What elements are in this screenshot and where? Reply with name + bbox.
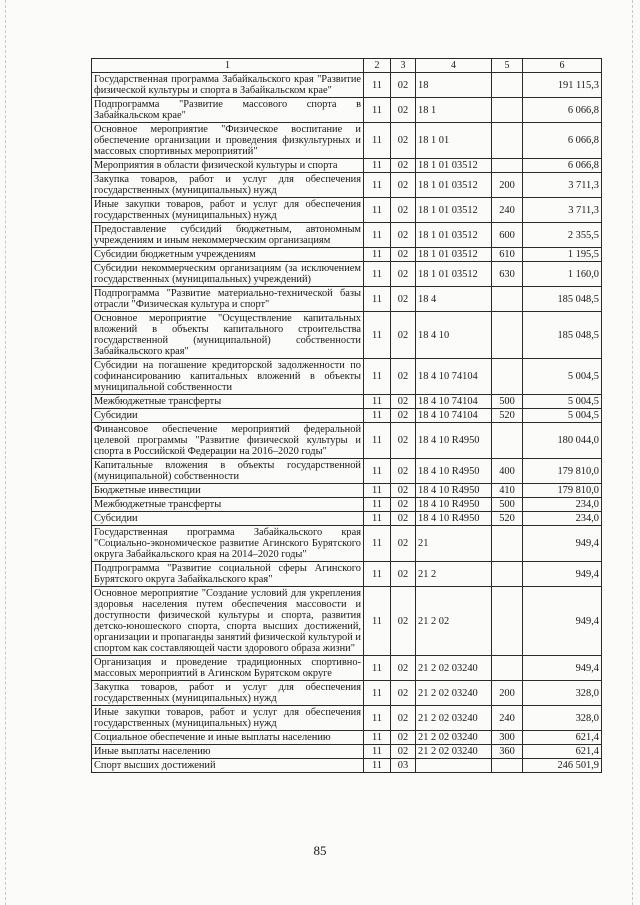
subsection-code-cell: 02 — [391, 359, 416, 395]
subsection-code-cell: 02 — [391, 706, 416, 731]
target-article-cell: 18 1 01 — [416, 123, 492, 159]
subsection-code-cell: 02 — [391, 656, 416, 681]
item-name-cell: Предоставление субсидий бюджетным, автономным учреждениям и иным некоммерческим организациям — [92, 223, 364, 248]
item-name-cell: Иные закупки товаров, работ и услуг для обеспечения государственных (муниципальных) нужд — [92, 198, 364, 223]
subsection-code-cell: 02 — [391, 312, 416, 359]
table-row — [92, 223, 602, 248]
table-row — [92, 562, 602, 587]
expense-type-cell: 600 — [492, 223, 523, 248]
amount-cell: 234,0 — [523, 498, 602, 512]
table-row — [92, 459, 602, 484]
section-code-cell: 11 — [364, 173, 391, 198]
section-code-cell: 11 — [364, 681, 391, 706]
expense-type-cell: 630 — [492, 262, 523, 287]
item-name-cell: Субсидии — [92, 512, 364, 526]
section-code-cell: 11 — [364, 731, 391, 745]
expense-type-cell: 240 — [492, 706, 523, 731]
target-article-cell: 18 4 10 R4950 — [416, 423, 492, 459]
subsection-code-cell: 02 — [391, 745, 416, 759]
amount-cell: 949,4 — [523, 656, 602, 681]
target-article-cell: 18 1 01 03512 — [416, 223, 492, 248]
table-row — [92, 759, 602, 773]
item-name-cell: Организация и проведение традиционных спортивно-массовых мероприятий в Агинском Бурятском округе — [92, 656, 364, 681]
expense-type-cell: 520 — [492, 512, 523, 526]
item-name-cell: Основное мероприятие "Создание условий для укрепления здоровья населения путем обеспечения массовости и доступности физической культуры и спорта, развития детско-юношеского спорта, спорта высших достижений, организации и пропаганды занятий физической культурой и спортом как составляющей части здорового образа жизни" — [92, 587, 364, 656]
column-number: 1 — [92, 59, 364, 73]
expense-type-cell — [492, 359, 523, 395]
table-row — [92, 287, 602, 312]
target-article-cell: 18 1 — [416, 98, 492, 123]
column-number: 3 — [391, 59, 416, 73]
item-name-cell: Основное мероприятие "Осуществление капитальных вложений в объекты капитального строительства государственной (муниципальной) собственности Забайкальского края" — [92, 312, 364, 359]
item-name-cell: Подпрограмма "Развитие массового спорта в Забайкальском крае" — [92, 98, 364, 123]
budget-table — [91, 58, 602, 773]
amount-cell: 1 195,5 — [523, 248, 602, 262]
subsection-code-cell: 02 — [391, 562, 416, 587]
budget-table-body — [92, 59, 602, 773]
target-article-cell: 18 1 01 03512 — [416, 248, 492, 262]
table-row — [92, 262, 602, 287]
table-row — [92, 731, 602, 745]
expense-type-cell — [492, 562, 523, 587]
column-number: 2 — [364, 59, 391, 73]
amount-cell: 185 048,5 — [523, 312, 602, 359]
subsection-code-cell: 02 — [391, 159, 416, 173]
amount-cell: 2 355,5 — [523, 223, 602, 248]
section-code-cell: 11 — [364, 123, 391, 159]
amount-cell: 5 004,5 — [523, 395, 602, 409]
amount-cell: 6 066,8 — [523, 159, 602, 173]
expense-type-cell — [492, 159, 523, 173]
target-article-cell: 18 1 01 03512 — [416, 173, 492, 198]
table-row — [92, 359, 602, 395]
section-code-cell: 11 — [364, 159, 391, 173]
target-article-cell: 21 2 02 03240 — [416, 731, 492, 745]
amount-cell: 234,0 — [523, 512, 602, 526]
target-article-cell: 18 4 10 R4950 — [416, 512, 492, 526]
section-code-cell: 11 — [364, 706, 391, 731]
expense-type-cell — [492, 759, 523, 773]
item-name-cell: Межбюджетные трансферты — [92, 395, 364, 409]
subsection-code-cell: 02 — [391, 248, 416, 262]
subsection-code-cell: 02 — [391, 198, 416, 223]
amount-cell: 191 115,3 — [523, 73, 602, 98]
target-article-cell: 18 1 01 03512 — [416, 198, 492, 223]
subsection-code-cell: 02 — [391, 223, 416, 248]
target-article-cell: 21 2 02 — [416, 587, 492, 656]
table-row — [92, 73, 602, 98]
expense-type-cell: 610 — [492, 248, 523, 262]
subsection-code-cell: 02 — [391, 731, 416, 745]
amount-cell: 179 810,0 — [523, 484, 602, 498]
target-article-cell: 21 2 — [416, 562, 492, 587]
section-code-cell: 11 — [364, 287, 391, 312]
item-name-cell: Социальное обеспечение и иные выплаты населению — [92, 731, 364, 745]
section-code-cell: 11 — [364, 98, 391, 123]
scan-edge-right — [632, 0, 634, 905]
table-row — [92, 681, 602, 706]
section-code-cell: 11 — [364, 459, 391, 484]
expense-type-cell: 240 — [492, 198, 523, 223]
item-name-cell: Межбюджетные трансферты — [92, 498, 364, 512]
target-article-cell: 18 4 — [416, 287, 492, 312]
section-code-cell: 11 — [364, 587, 391, 656]
amount-cell: 179 810,0 — [523, 459, 602, 484]
subsection-code-cell: 02 — [391, 498, 416, 512]
amount-cell: 180 044,0 — [523, 423, 602, 459]
item-name-cell: Бюджетные инвестиции — [92, 484, 364, 498]
item-name-cell: Основное мероприятие "Физическое воспитание и обеспечение организации и проведения физкультурных и массовых спортивных мероприятий" — [92, 123, 364, 159]
subsection-code-cell: 02 — [391, 395, 416, 409]
section-code-cell: 11 — [364, 656, 391, 681]
item-name-cell: Государственная программа Забайкальского края "Социально-экономическое развитие Агинского Бурятского округа Забайкальского края на 2014–2020 годы" — [92, 526, 364, 562]
section-code-cell: 11 — [364, 759, 391, 773]
column-number-row — [92, 59, 602, 73]
table-row — [92, 395, 602, 409]
item-name-cell: Финансовое обеспечение мероприятий федеральной целевой программы "Развитие физической культуры и спорта в Российской Федерации на 2016–2020 годы" — [92, 423, 364, 459]
subsection-code-cell: 02 — [391, 526, 416, 562]
section-code-cell: 11 — [364, 248, 391, 262]
expense-type-cell: 520 — [492, 409, 523, 423]
subsection-code-cell: 03 — [391, 759, 416, 773]
amount-cell: 5 004,5 — [523, 409, 602, 423]
expense-type-cell — [492, 526, 523, 562]
item-name-cell: Закупка товаров, работ и услуг для обеспечения государственных (муниципальных) нужд — [92, 173, 364, 198]
table-row — [92, 706, 602, 731]
amount-cell: 1 160,0 — [523, 262, 602, 287]
section-code-cell: 11 — [364, 262, 391, 287]
table-row — [92, 512, 602, 526]
subsection-code-cell: 02 — [391, 123, 416, 159]
section-code-cell: 11 — [364, 562, 391, 587]
table-row — [92, 587, 602, 656]
amount-cell: 185 048,5 — [523, 287, 602, 312]
expense-type-cell: 400 — [492, 459, 523, 484]
target-article-cell: 18 4 10 R4950 — [416, 498, 492, 512]
table-row — [92, 312, 602, 359]
amount-cell: 949,4 — [523, 526, 602, 562]
subsection-code-cell: 02 — [391, 262, 416, 287]
target-article-cell: 18 1 01 03512 — [416, 262, 492, 287]
table-row — [92, 484, 602, 498]
section-code-cell: 11 — [364, 423, 391, 459]
table-row — [92, 123, 602, 159]
amount-cell: 949,4 — [523, 562, 602, 587]
expense-type-cell — [492, 123, 523, 159]
amount-cell: 328,0 — [523, 681, 602, 706]
item-name-cell: Закупка товаров, работ и услуг для обеспечения государственных (муниципальных) нужд — [92, 681, 364, 706]
expense-type-cell — [492, 423, 523, 459]
subsection-code-cell: 02 — [391, 459, 416, 484]
amount-cell: 621,4 — [523, 745, 602, 759]
target-article-cell: 18 4 10 74104 — [416, 359, 492, 395]
expense-type-cell — [492, 73, 523, 98]
target-article-cell: 21 2 02 03240 — [416, 745, 492, 759]
section-code-cell: 11 — [364, 512, 391, 526]
section-code-cell: 11 — [364, 745, 391, 759]
section-code-cell: 11 — [364, 498, 391, 512]
target-article-cell — [416, 759, 492, 773]
table-row — [92, 98, 602, 123]
item-name-cell: Государственная программа Забайкальского края "Развитие физической культуры и спорта в Забайкальском крае" — [92, 73, 364, 98]
subsection-code-cell: 02 — [391, 587, 416, 656]
target-article-cell: 21 — [416, 526, 492, 562]
expense-type-cell: 500 — [492, 498, 523, 512]
subsection-code-cell: 02 — [391, 173, 416, 198]
expense-type-cell — [492, 587, 523, 656]
expense-type-cell: 410 — [492, 484, 523, 498]
item-name-cell: Иные выплаты населению — [92, 745, 364, 759]
expense-type-cell — [492, 98, 523, 123]
target-article-cell: 18 4 10 R4950 — [416, 484, 492, 498]
section-code-cell: 11 — [364, 526, 391, 562]
column-number: 4 — [416, 59, 492, 73]
table-row — [92, 745, 602, 759]
table-row — [92, 248, 602, 262]
section-code-cell: 11 — [364, 198, 391, 223]
target-article-cell: 18 4 10 — [416, 312, 492, 359]
subsection-code-cell: 02 — [391, 287, 416, 312]
target-article-cell: 18 — [416, 73, 492, 98]
expense-type-cell: 500 — [492, 395, 523, 409]
amount-cell: 5 004,5 — [523, 359, 602, 395]
item-name-cell: Мероприятия в области физической культуры и спорта — [92, 159, 364, 173]
table-row — [92, 409, 602, 423]
table-row — [92, 423, 602, 459]
table-row — [92, 526, 602, 562]
amount-cell: 949,4 — [523, 587, 602, 656]
subsection-code-cell: 02 — [391, 98, 416, 123]
subsection-code-cell: 02 — [391, 423, 416, 459]
expense-type-cell — [492, 312, 523, 359]
subsection-code-cell: 02 — [391, 512, 416, 526]
item-name-cell: Иные закупки товаров, работ и услуг для обеспечения государственных (муниципальных) нужд — [92, 706, 364, 731]
item-name-cell: Подпрограмма "Развитие социальной сферы Агинского Бурятского округа Забайкальского края" — [92, 562, 364, 587]
amount-cell: 3 711,3 — [523, 173, 602, 198]
expense-type-cell: 200 — [492, 173, 523, 198]
scan-edge-left — [5, 0, 7, 905]
item-name-cell: Субсидии некоммерческим организациям (за исключением государственных (муниципальных) учреждений) — [92, 262, 364, 287]
item-name-cell: Субсидии бюджетным учреждениям — [92, 248, 364, 262]
expense-type-cell: 200 — [492, 681, 523, 706]
target-article-cell: 18 4 10 R4950 — [416, 459, 492, 484]
expense-type-cell — [492, 656, 523, 681]
section-code-cell: 11 — [364, 73, 391, 98]
table-row — [92, 198, 602, 223]
section-code-cell: 11 — [364, 223, 391, 248]
expense-type-cell: 360 — [492, 745, 523, 759]
target-article-cell: 18 4 10 74104 — [416, 409, 492, 423]
subsection-code-cell: 02 — [391, 484, 416, 498]
amount-cell: 3 711,3 — [523, 198, 602, 223]
column-number: 5 — [492, 59, 523, 73]
section-code-cell: 11 — [364, 312, 391, 359]
page-number: 85 — [313, 843, 327, 858]
item-name-cell: Капитальные вложения в объекты государственной (муниципальной) собственности — [92, 459, 364, 484]
subsection-code-cell: 02 — [391, 681, 416, 706]
section-code-cell: 11 — [364, 409, 391, 423]
expense-type-cell — [492, 287, 523, 312]
item-name-cell: Подпрограмма "Развитие материально-технической базы отрасли "Физическая культура и спорт" — [92, 287, 364, 312]
table-row — [92, 173, 602, 198]
section-code-cell: 11 — [364, 359, 391, 395]
amount-cell: 621,4 — [523, 731, 602, 745]
item-name-cell: Субсидии на погашение кредиторской задолженности по софинансированию капитальных вложений в объекты муниципальной собственности — [92, 359, 364, 395]
target-article-cell: 21 2 02 03240 — [416, 656, 492, 681]
subsection-code-cell: 02 — [391, 73, 416, 98]
item-name-cell: Субсидии — [92, 409, 364, 423]
subsection-code-cell: 02 — [391, 409, 416, 423]
amount-cell: 6 066,8 — [523, 98, 602, 123]
target-article-cell: 21 2 02 03240 — [416, 681, 492, 706]
table-row — [92, 656, 602, 681]
section-code-cell: 11 — [364, 395, 391, 409]
target-article-cell: 21 2 02 03240 — [416, 706, 492, 731]
table-row — [92, 159, 602, 173]
item-name-cell: Спорт высших достижений — [92, 759, 364, 773]
section-code-cell: 11 — [364, 484, 391, 498]
target-article-cell: 18 1 01 03512 — [416, 159, 492, 173]
table-row — [92, 498, 602, 512]
amount-cell: 328,0 — [523, 706, 602, 731]
expense-type-cell: 300 — [492, 731, 523, 745]
amount-cell: 6 066,8 — [523, 123, 602, 159]
target-article-cell: 18 4 10 74104 — [416, 395, 492, 409]
column-number: 6 — [523, 59, 602, 73]
amount-cell: 246 501,9 — [523, 759, 602, 773]
